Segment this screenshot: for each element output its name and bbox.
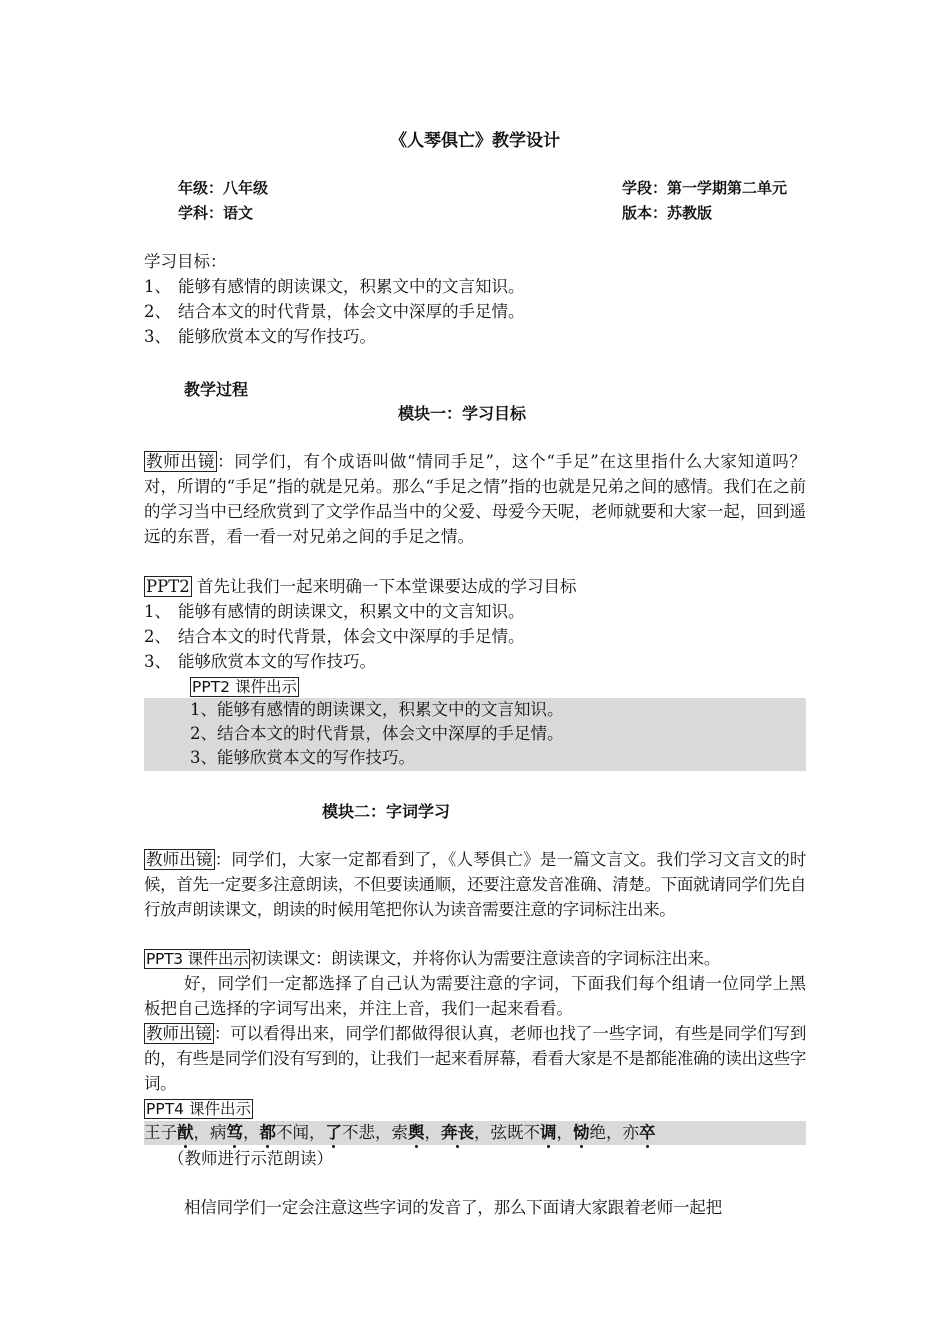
module1-teacher-paragraph: 教师出镜 ：同学们，有个成语叫做“情同手足”，这个“手足”在这里指什么大家知道吗？对，所谓的“手足”指的就是兄弟。那么“手足之情”指的也就是兄弟之间的感情。我们在之前的学习当中已经欣赏到了文学作品当中的父爱、母爱今天呢，老师就要和大家一起，回到遥远的东晋，看一看一对兄弟之间的手足之情。 xyxy=(144,452,806,546)
dotted-word: 恸 xyxy=(573,1123,590,1142)
objective-item: 2、 结合本文的时代背景，体会文中深厚的手足情。 xyxy=(144,302,525,321)
teacher-label: 教师出镜 xyxy=(146,850,213,869)
process-heading: 教学过程 xyxy=(184,380,249,399)
objectives-heading: 学习目标： xyxy=(144,252,227,271)
module2-heading: 模块二：字词学习 xyxy=(322,802,451,821)
grade-label: 年级：八年级 xyxy=(178,179,269,197)
teacher-label: 教师出镜 xyxy=(146,452,216,471)
module2-teacher-paragraph: 教师出镜 ：同学们，大家一定都看到了，《人琴俱亡》是一篇文言文。我们学习文言文的时候，首先一定要多注意朗读，不但要读通顺，还要注意发音准确、清楚。下面就请同学们先自行放声朗读课文，朗读的时候用笔把你认为读音需要注意的字词标注出来。 xyxy=(144,850,806,919)
slide-label: PPT2 课件出示 xyxy=(192,678,297,696)
module1-list-item: 1、 能够有感情的朗读课文，积累文中的文言知识。 xyxy=(144,602,525,621)
demo-note: （教师进行示范朗读） xyxy=(168,1149,333,1168)
word-list: 王子猷，病笃，都不闻，了不悲，索舆，奔丧，弦既不调，恸绝，亦卒 xyxy=(144,1123,656,1142)
module1-list-item: 2、 结合本文的时代背景，体会文中深厚的手足情。 xyxy=(144,627,525,646)
slide-line: 1、能够有感情的朗读课文，积累文中的文言知识。 xyxy=(190,700,564,719)
module2-teacher2-paragraph: 教师出镜 ：可以看得出来，同学们都做得很认真，老师也找了一些字词，有些是同学们写到的，有些是同学们没有写到的，让我们一起来看屏幕，看看大家是不是都能准确的读出这些字词。 xyxy=(144,1024,806,1093)
dotted-word: 了 xyxy=(325,1123,342,1142)
ppt4-label-line xyxy=(144,1096,253,1122)
ppt3-line: PPT3 课件出示 初读课文：朗读课文，并将你认为需要注意读音的字词标注出来。 xyxy=(146,949,721,968)
edition-label: 版本：苏教版 xyxy=(622,204,713,222)
dotted-word: 卒 xyxy=(639,1123,656,1142)
dotted-word: 猷 xyxy=(177,1123,194,1142)
slide-line: 3、能够欣赏本文的写作技巧。 xyxy=(190,748,415,767)
closing-line: 相信同学们一定会注意这些字词的发音了，那么下面请大家跟着老师一起把 xyxy=(184,1198,722,1217)
ppt2-label: PPT2 xyxy=(146,577,190,596)
document-title: 《人琴俱亡》教学设计 xyxy=(390,131,560,151)
dotted-word: 调 xyxy=(540,1123,557,1142)
teacher-label: 教师出镜 xyxy=(146,1024,212,1043)
dotted-word: 笃 xyxy=(226,1123,243,1142)
module1-list-item: 3、 能够欣赏本文的写作技巧。 xyxy=(144,652,376,671)
slide-line: 2、结合本文的时代背景，体会文中深厚的手足情。 xyxy=(190,724,564,743)
module1-heading: 模块一：学习目标 xyxy=(398,404,527,423)
dotted-word: 奔丧 xyxy=(441,1123,474,1142)
ppt4-label: PPT4 课件出示 xyxy=(146,1100,251,1118)
dotted-word: 舆 xyxy=(408,1123,425,1142)
term-label: 学段：第一学期第二单元 xyxy=(622,179,788,197)
ppt2-line: PPT2 首先让我们一起来明确一下本堂课要达成的学习目标 xyxy=(146,577,577,596)
objective-item: 3、 能够欣赏本文的写作技巧。 xyxy=(144,327,376,346)
dotted-word: 都 xyxy=(259,1123,276,1142)
subject-label: 学科：语文 xyxy=(178,204,254,222)
ppt3-label: PPT3 课件出示 xyxy=(146,950,249,968)
objective-item: 1、 能够有感情的朗读课文，积累文中的文言知识。 xyxy=(144,277,525,296)
module2-paragraph: 好，同学们一定都选择了自己认为需要注意的字词，下面我们每个组请一位同学上黑板把自己选择的字词写出来，并注上音，我们一起来看看。 xyxy=(144,974,806,1018)
